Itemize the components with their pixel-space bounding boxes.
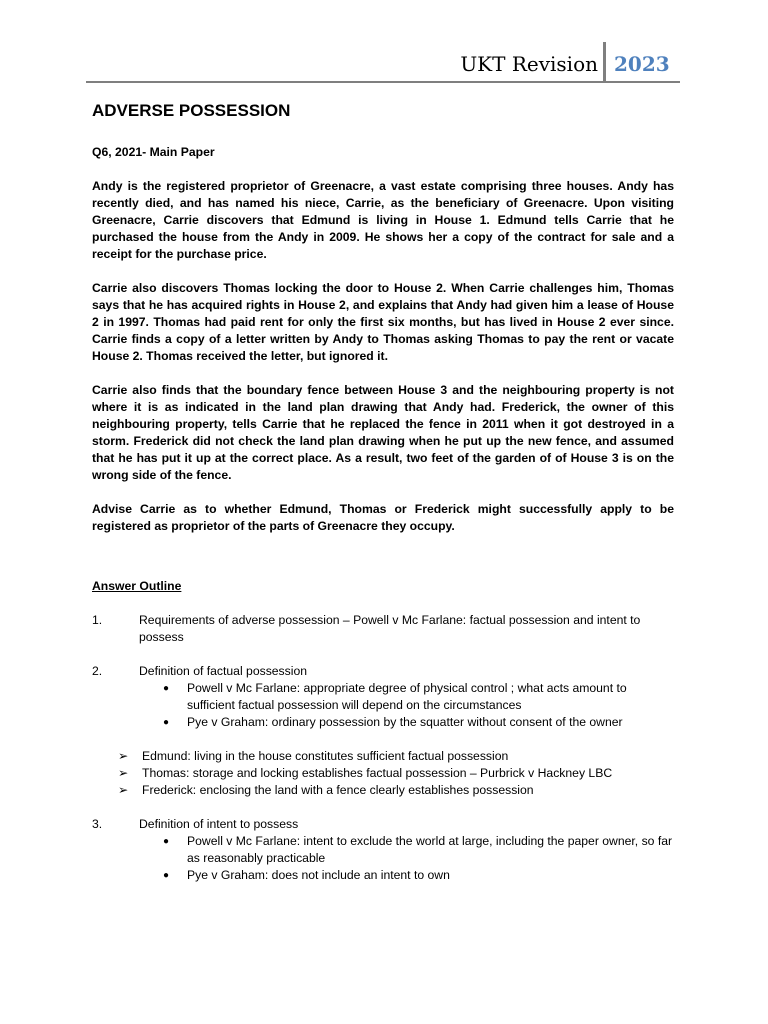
document-body <box>92 100 674 901</box>
list-item: ● Pye v Graham: does not include an intent to own <box>163 868 450 882</box>
list-item: ● Pye v Graham: ordinary possession by the squatter without consent of the owner <box>163 715 623 729</box>
list-item: ● Powell v Mc Farlane: intent to exclude the world at large, including the paper owner, so far as reasonably practicable <box>163 834 673 865</box>
question-reference: Q6, 2021- Main Paper <box>92 145 215 159</box>
outline-item-number: 3. <box>92 817 103 831</box>
page-header <box>86 42 680 82</box>
list-item: ➢ Thomas: storage and locking establishes factual possession – Purbrick v Hackney LBC <box>118 766 613 780</box>
question-paragraph-3: Carrie also finds that the boundary fence between House 3 and the neighbouring property is not where it is as indicated in the land plan drawing that Andy had. Frederick, the owner of this neighbouring property, tells Carrie that he replaced the fence in 2011 when it got destroyed in a storm. Frederick did not check the land plan drawing when he put up the new fence, and assumed that he has put it up at the correct place. As a result, two feet of the garden of of House 3 is on the wrong side of the fence. <box>92 383 674 482</box>
header-year: 2023 <box>614 52 670 76</box>
arrow-bullet-icon: ➢ <box>118 749 129 763</box>
question-paragraph-1: Andy is the registered proprietor of Greenacre, a vast estate comprising three houses. Andy has recently died, and has named his niece, Carrie, as the beneficiary of Greenacre. Upon visiting Greenacre, Carrie discovers that Edmund is living in House 1. Edmund tells Carrie that he purchased the house from the Andy in 2009. He shows her a copy of the contract for sale and a receipt for the purchase price. <box>92 179 674 261</box>
outline-item-text: Requirements of adverse possession – Powell v Mc Farlane: factual possession and intent to possess <box>139 613 641 644</box>
document-title: ADVERSE POSSESSION <box>92 101 291 120</box>
bullet-icon: ● <box>163 717 170 728</box>
header-divider <box>603 42 606 82</box>
arrow-bullet-icon: ➢ <box>118 783 129 797</box>
list-item: ➢ Edmund: living in the house constitutes sufficient factual possession <box>118 749 509 763</box>
list-item: ➢ Frederick: enclosing the land with a fence clearly establishes possession <box>118 783 534 797</box>
arrow-list <box>92 748 674 799</box>
header-title: UKT Revision <box>460 52 598 76</box>
bullet-icon: ● <box>163 870 170 881</box>
bullet-list <box>139 680 674 731</box>
outline-item-number: 1. <box>92 613 103 627</box>
header-rule <box>86 81 680 83</box>
bullet-icon: ● <box>163 683 170 694</box>
outline-item-text: Definition of factual possession <box>139 664 308 678</box>
arrow-bullet-icon: ➢ <box>118 766 129 780</box>
outline-item-1 <box>92 612 674 646</box>
outline-item-text: Definition of intent to possess <box>139 817 299 831</box>
list-item: ● Powell v Mc Farlane: appropriate degree of physical control ; what acts amount to sufficient factual possession will depend on the circumstances <box>163 681 627 712</box>
outline-item-2 <box>92 663 674 731</box>
bullet-list <box>139 833 674 884</box>
bullet-icon: ● <box>163 836 170 847</box>
outline-item-number: 2. <box>92 664 103 678</box>
question-paragraph-2: Carrie also discovers Thomas locking the door to House 2. When Carrie challenges him, Thomas says that he has acquired rights in House 2, and explains that Andy had given him a lease of House 2 in 1997. Thomas had paid rent for only the first six months, but has lived in House 2 ever since. Carrie finds a copy of a letter written by Andy to Thomas asking Thomas to pay the rent or vacate House 2. Thomas received the letter, but ignored it. <box>92 281 674 363</box>
question-instruction: Advise Carrie as to whether Edmund, Thomas or Frederick might successfully apply to be registered as proprietor of the parts of Greenacre they occupy. <box>92 502 674 533</box>
answer-outline-heading: Answer Outline <box>92 579 182 593</box>
outline-item-3 <box>92 816 674 884</box>
